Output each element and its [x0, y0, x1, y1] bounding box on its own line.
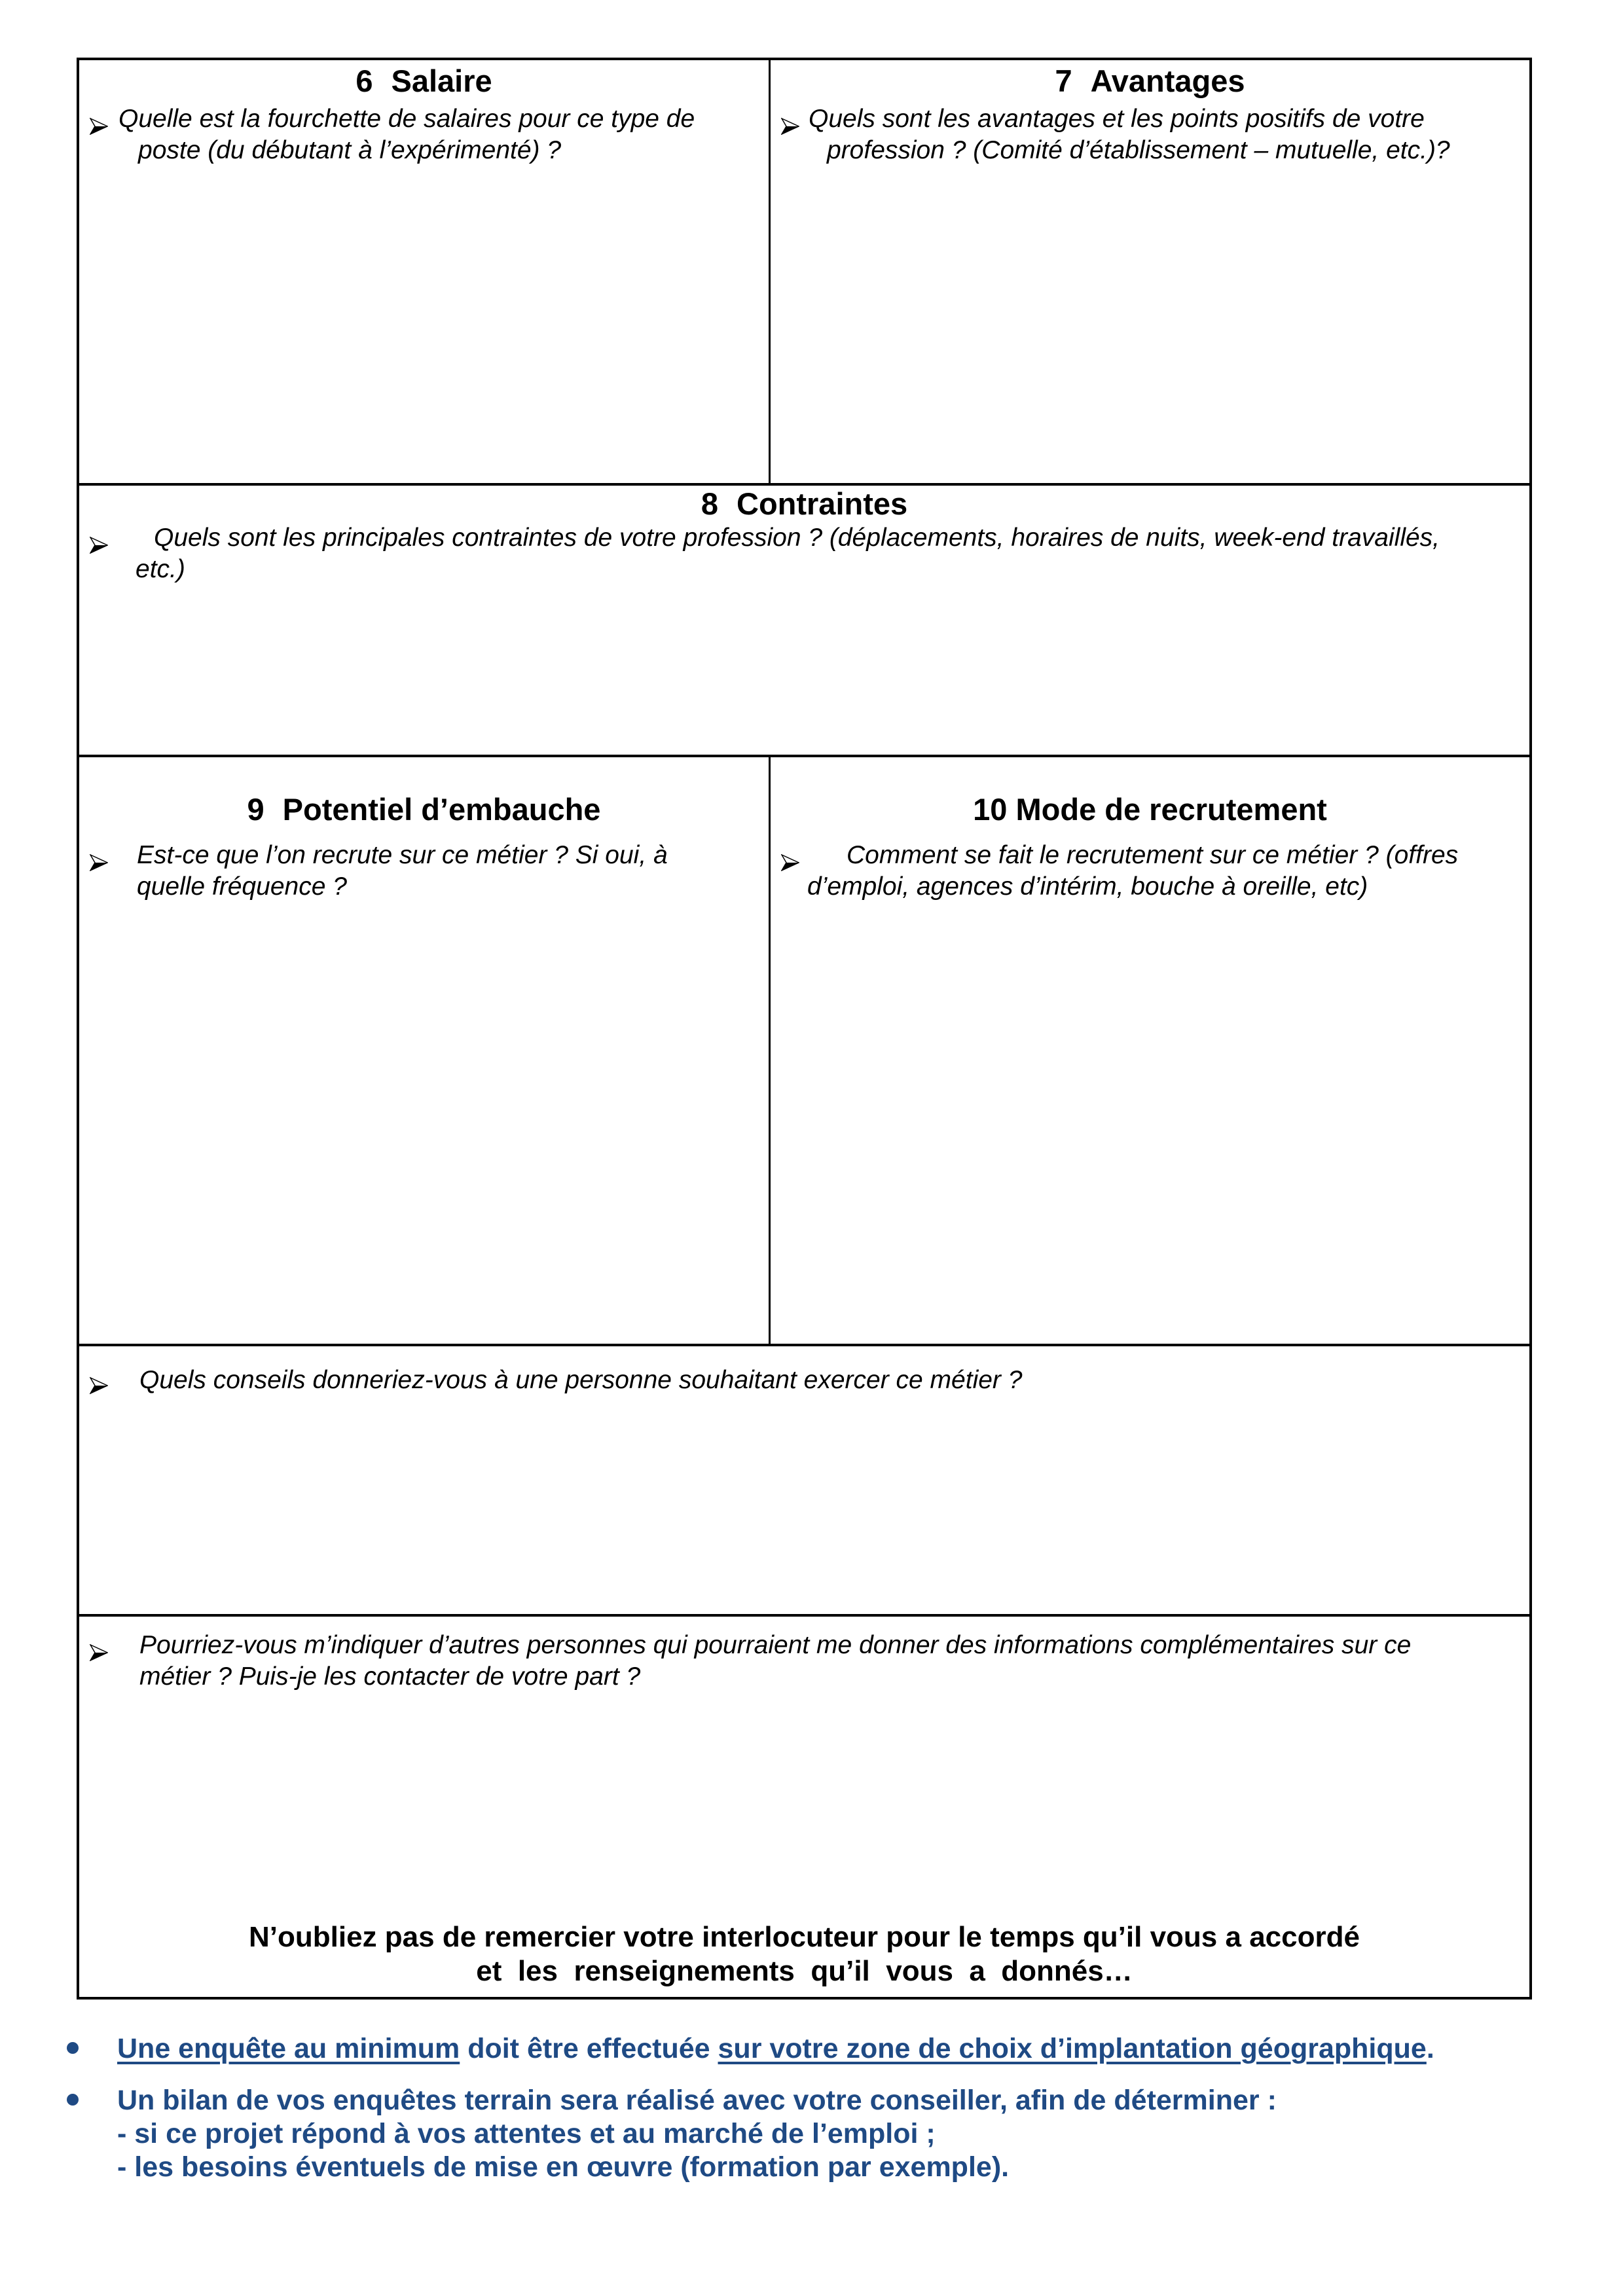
closing-line: et les renseignements qu’il vous a donnés… — [476, 1955, 1133, 1987]
question-line: etc.) — [136, 555, 185, 583]
section-title-contraintes — [79, 486, 1529, 522]
question-line: Pourriez-vous m’indiquer d’autres personnes qui pourraient me donner des informations complémentaires sur ce — [139, 1631, 1412, 1659]
section-contacts — [79, 1617, 1529, 1997]
question-line: poste (du débutant à l’expérimenté) ? — [138, 136, 562, 164]
row-conseils — [79, 1346, 1529, 1617]
section-number: 6 — [356, 63, 373, 98]
row-contacts — [79, 1617, 1529, 1997]
interview-form-table — [77, 58, 1532, 2000]
arrowhead-bullet-icon — [90, 848, 108, 865]
note-emphasis: sur votre zone de choix d’implantation géographique — [718, 2033, 1427, 2064]
question-conseils — [79, 1365, 1529, 1396]
question-line: Quels sont les avantages et les points positifs de votre — [809, 105, 1425, 133]
row-salaire-avantages — [79, 60, 1529, 486]
question-potentiel — [79, 840, 769, 903]
arrowhead-bullet-icon — [90, 1371, 108, 1388]
question-recrutement — [771, 840, 1529, 903]
question-line: Est-ce que l’on recrute sur ce métier ? Si oui, à — [137, 841, 668, 869]
note-emphasis: Une enquête au minimum — [117, 2033, 460, 2064]
question-line: profession ? (Comité d’établissement – mutuelle, etc.)? — [827, 136, 1450, 164]
note-text: . — [1426, 2033, 1434, 2064]
closing-reminder — [79, 1920, 1529, 1988]
section-potentiel-embauche — [79, 757, 771, 1344]
row-contraintes — [79, 486, 1529, 757]
note-line: - les besoins éventuels de mise en œuvre (formation par exemple). — [117, 2151, 1010, 2183]
arrowhead-bullet-icon — [90, 111, 108, 128]
section-number: 9 — [247, 792, 264, 827]
question-line: métier ? Puis-je les contacter de votre part ? — [139, 1662, 641, 1691]
question-avantages — [771, 103, 1529, 166]
section-title-text: Potentiel d’embauche — [282, 792, 601, 827]
section-title-potentiel — [79, 791, 769, 828]
section-conseils — [79, 1346, 1529, 1614]
note-assessment — [62, 2084, 1568, 2184]
question-salaire — [79, 103, 769, 166]
section-title-recrutement — [771, 791, 1529, 828]
question-contacts — [79, 1630, 1529, 1693]
note-line: Un bilan de vos enquêtes terrain sera réalisé avec votre conseiller, afin de déterminer : — [117, 2085, 1277, 2116]
closing-line: N’oubliez pas de remercier votre interlocuteur pour le temps qu’il vous a accordé — [249, 1921, 1360, 1953]
round-bullet-icon — [67, 2042, 79, 2054]
question-line: Quels sont les principales contraintes de votre profession ? (déplacements, horaires de nuits, week-end travaillés, — [154, 524, 1440, 552]
section-title-avantages — [771, 63, 1529, 99]
section-title-text: Mode de recrutement — [1015, 792, 1327, 827]
question-line: d’emploi, agences d’intérim, bouche à oreille, etc) — [807, 872, 1368, 901]
section-number: 10 — [973, 792, 1008, 827]
section-title-text: Contraintes — [737, 486, 908, 521]
section-title-text: Avantages — [1090, 63, 1245, 98]
section-contraintes — [79, 486, 1529, 755]
question-line: Quels conseils donneriez-vous à une personne souhaitant exercer ce métier ? — [139, 1366, 1023, 1394]
note-minimum-survey — [62, 2032, 1568, 2066]
section-number: 8 — [701, 486, 718, 521]
arrowhead-bullet-icon — [90, 1638, 108, 1655]
section-mode-recrutement — [771, 757, 1529, 1344]
arrowhead-bullet-icon — [781, 848, 799, 865]
question-contraintes — [79, 522, 1529, 585]
row-potentiel-recrutement — [79, 757, 1529, 1346]
section-title-salaire — [79, 63, 769, 99]
note-line: - si ce projet répond à vos attentes et au marché de l’emploi ; — [117, 2118, 936, 2149]
section-title-text: Salaire — [391, 63, 492, 98]
round-bullet-icon — [67, 2094, 79, 2106]
section-salaire — [79, 60, 771, 483]
arrowhead-bullet-icon — [90, 530, 108, 547]
question-line: Quelle est la fourchette de salaires pour ce type de — [119, 105, 695, 133]
notes-list — [62, 2032, 1568, 2198]
question-line: Comment se fait le recrutement sur ce métier ? (offres — [847, 841, 1459, 869]
arrowhead-bullet-icon — [781, 111, 799, 128]
section-avantages — [771, 60, 1529, 483]
question-line: quelle fréquence ? — [137, 872, 347, 901]
section-number: 7 — [1055, 63, 1072, 98]
note-text: doit être effectuée — [460, 2033, 718, 2064]
